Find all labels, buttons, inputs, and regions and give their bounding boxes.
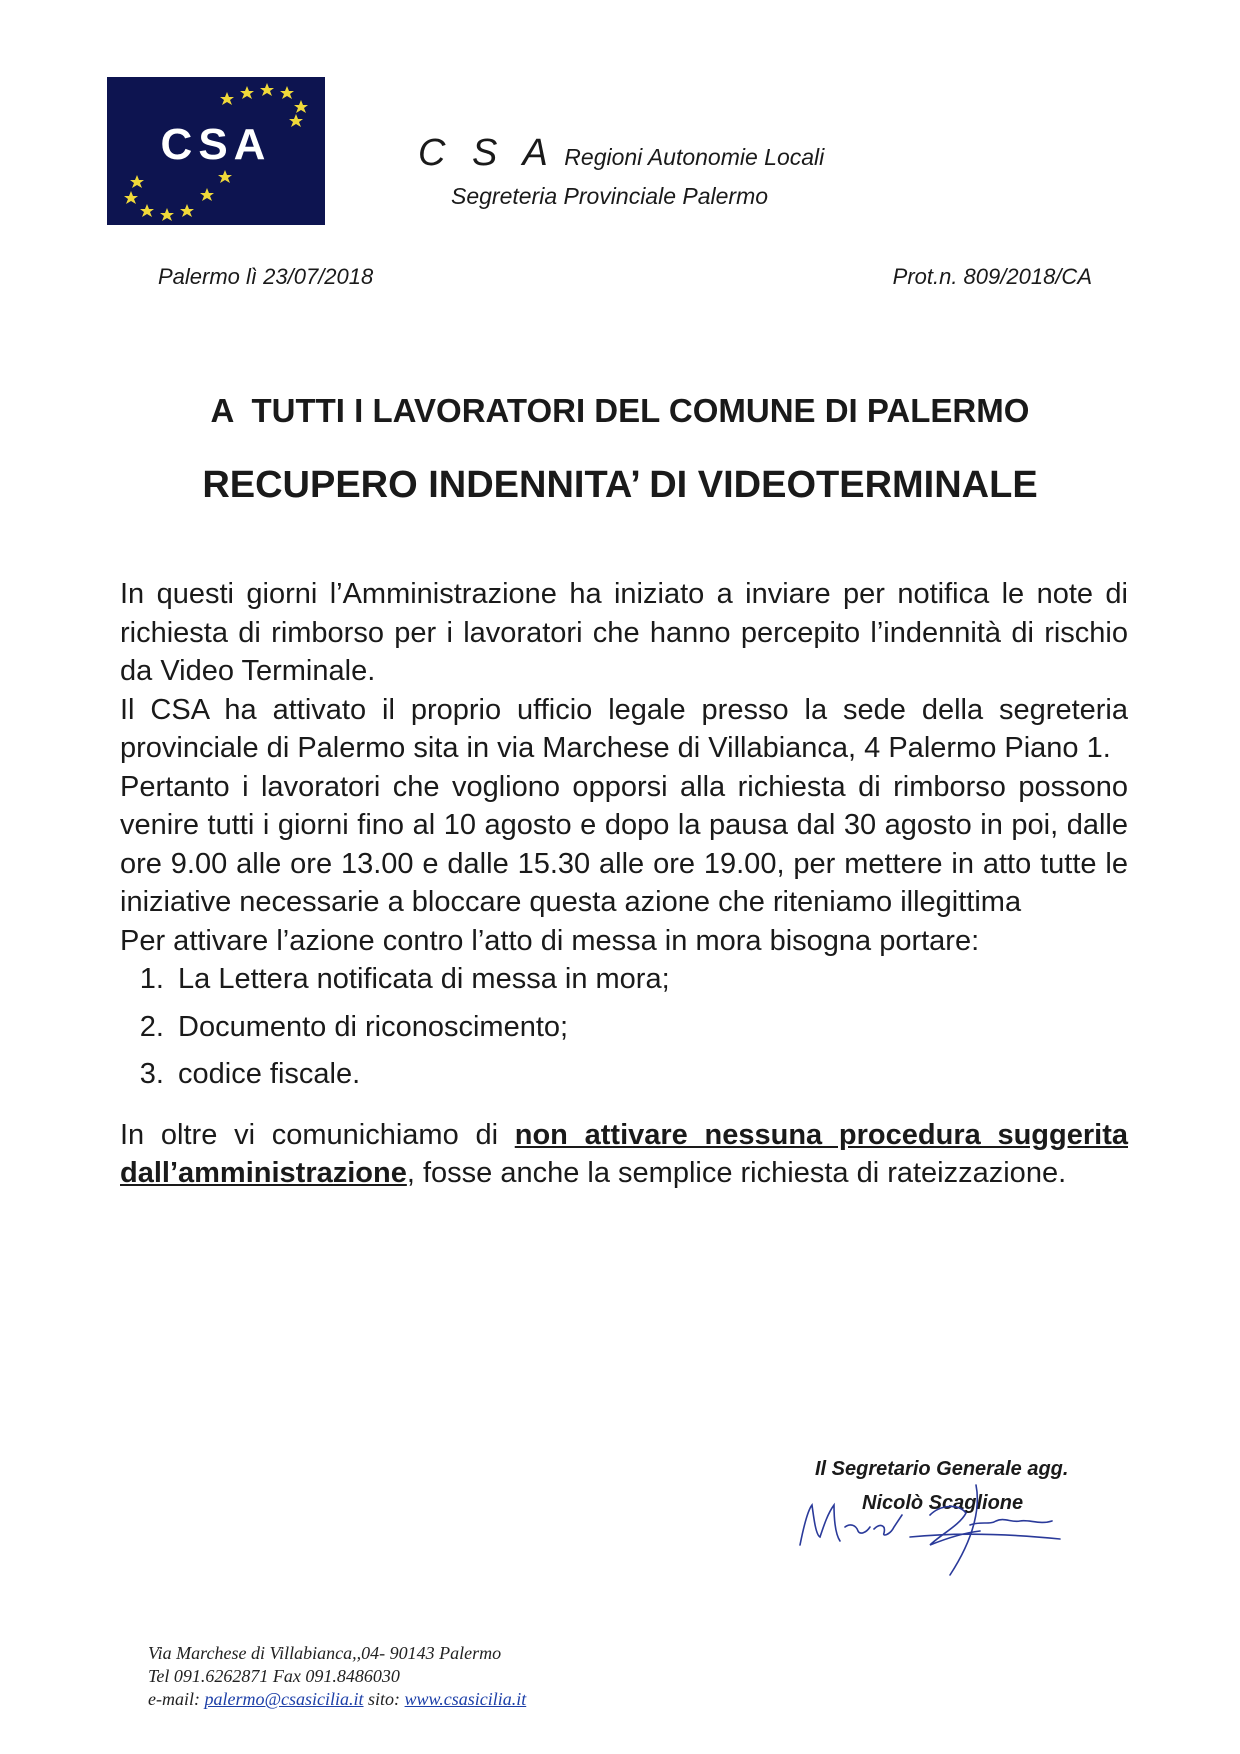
- org-subtitle: Regioni Autonomie Locali: [564, 144, 825, 170]
- subject-heading: RECUPERO INDENNITA’ DI VIDEOTERMINALE: [202, 464, 1038, 506]
- website-link[interactable]: www.csasicilia.it: [404, 1689, 527, 1709]
- email-label: e-mail:: [148, 1689, 205, 1709]
- csa-logo: [107, 77, 325, 225]
- recipient-heading: A TUTTI I LAVORATORI DEL COMUNE DI PALERMO: [210, 392, 1030, 429]
- list-item: 2. Documento di riconoscimento;: [172, 1008, 1128, 1047]
- logo-text: CSA: [160, 120, 272, 169]
- document-date: Palermo lì 23/07/2018: [158, 264, 374, 289]
- closing-start: In oltre vi comunichiamo di: [120, 1118, 515, 1151]
- organization-heading: [418, 132, 824, 175]
- paragraph-notice: In questi giorni l’Amministrazione ha iniziato a inviare per notifica le note di richiesta di rimborso per i lavoratori che hanno percepito l’indennità di rischio da Video Terminale.: [120, 578, 1128, 687]
- paragraph-schedule: Pertanto i lavoratori che vogliono opporsi alla richiesta di rimborso possono venire tutti i giorni fino al 10 agosto e dopo la pausa dal 30 agosto in poi, dalle ore 9.00 alle ore 13.00 e dalle 15.30 alle ore 19.00, per mettere in atto tutte le iniziative necessarie a bloccare questa azione che riteniamo illegittima: [120, 770, 1128, 918]
- paragraph-closing: [120, 1116, 1128, 1193]
- footer-phone: Tel 091.6262871 Fax 091.8486030: [148, 1666, 400, 1686]
- letter-body: [120, 575, 1128, 1193]
- list-item: 1. La Lettera notificata di messa in mora;: [172, 960, 1128, 999]
- signatory-name: Nicolò Scaglione: [862, 1492, 1024, 1514]
- logo-stars-icon: [107, 77, 325, 225]
- footer-contacts: [148, 1642, 526, 1711]
- site-label: sito:: [363, 1689, 405, 1709]
- signatory-title: Il Segretario Generale agg.: [815, 1458, 1069, 1480]
- email-link[interactable]: palermo@csasicilia.it: [204, 1689, 364, 1709]
- paragraph-legal-office: Il CSA ha attivato il proprio ufficio legale presso la sede della segreteria provinciale di Palermo sita in via Marchese di Villabianca, 4 Palermo Piano 1.: [120, 693, 1128, 764]
- protocol-number: Prot.n. 809/2018/CA: [892, 264, 1092, 289]
- org-department: Segreteria Provinciale Palermo: [451, 183, 769, 209]
- org-name: C S A: [418, 132, 556, 174]
- list-item: 3. codice fiscale.: [172, 1055, 1128, 1094]
- footer-links: [148, 1688, 526, 1711]
- requirements-list: [120, 960, 1128, 1094]
- paragraph-requirements: Per attivare l’azione contro l’atto di messa in mora bisogna portare:: [120, 924, 980, 957]
- footer-address: Via Marchese di Villabianca,,04- 90143 Palermo: [148, 1643, 502, 1663]
- closing-emphasis: non attivare nessuna procedura suggerita dall’amministrazione: [120, 1118, 1128, 1189]
- closing-end: , fosse anche la semplice richiesta di rateizzazione.: [406, 1157, 1067, 1189]
- handwritten-signature: [790, 1475, 1090, 1585]
